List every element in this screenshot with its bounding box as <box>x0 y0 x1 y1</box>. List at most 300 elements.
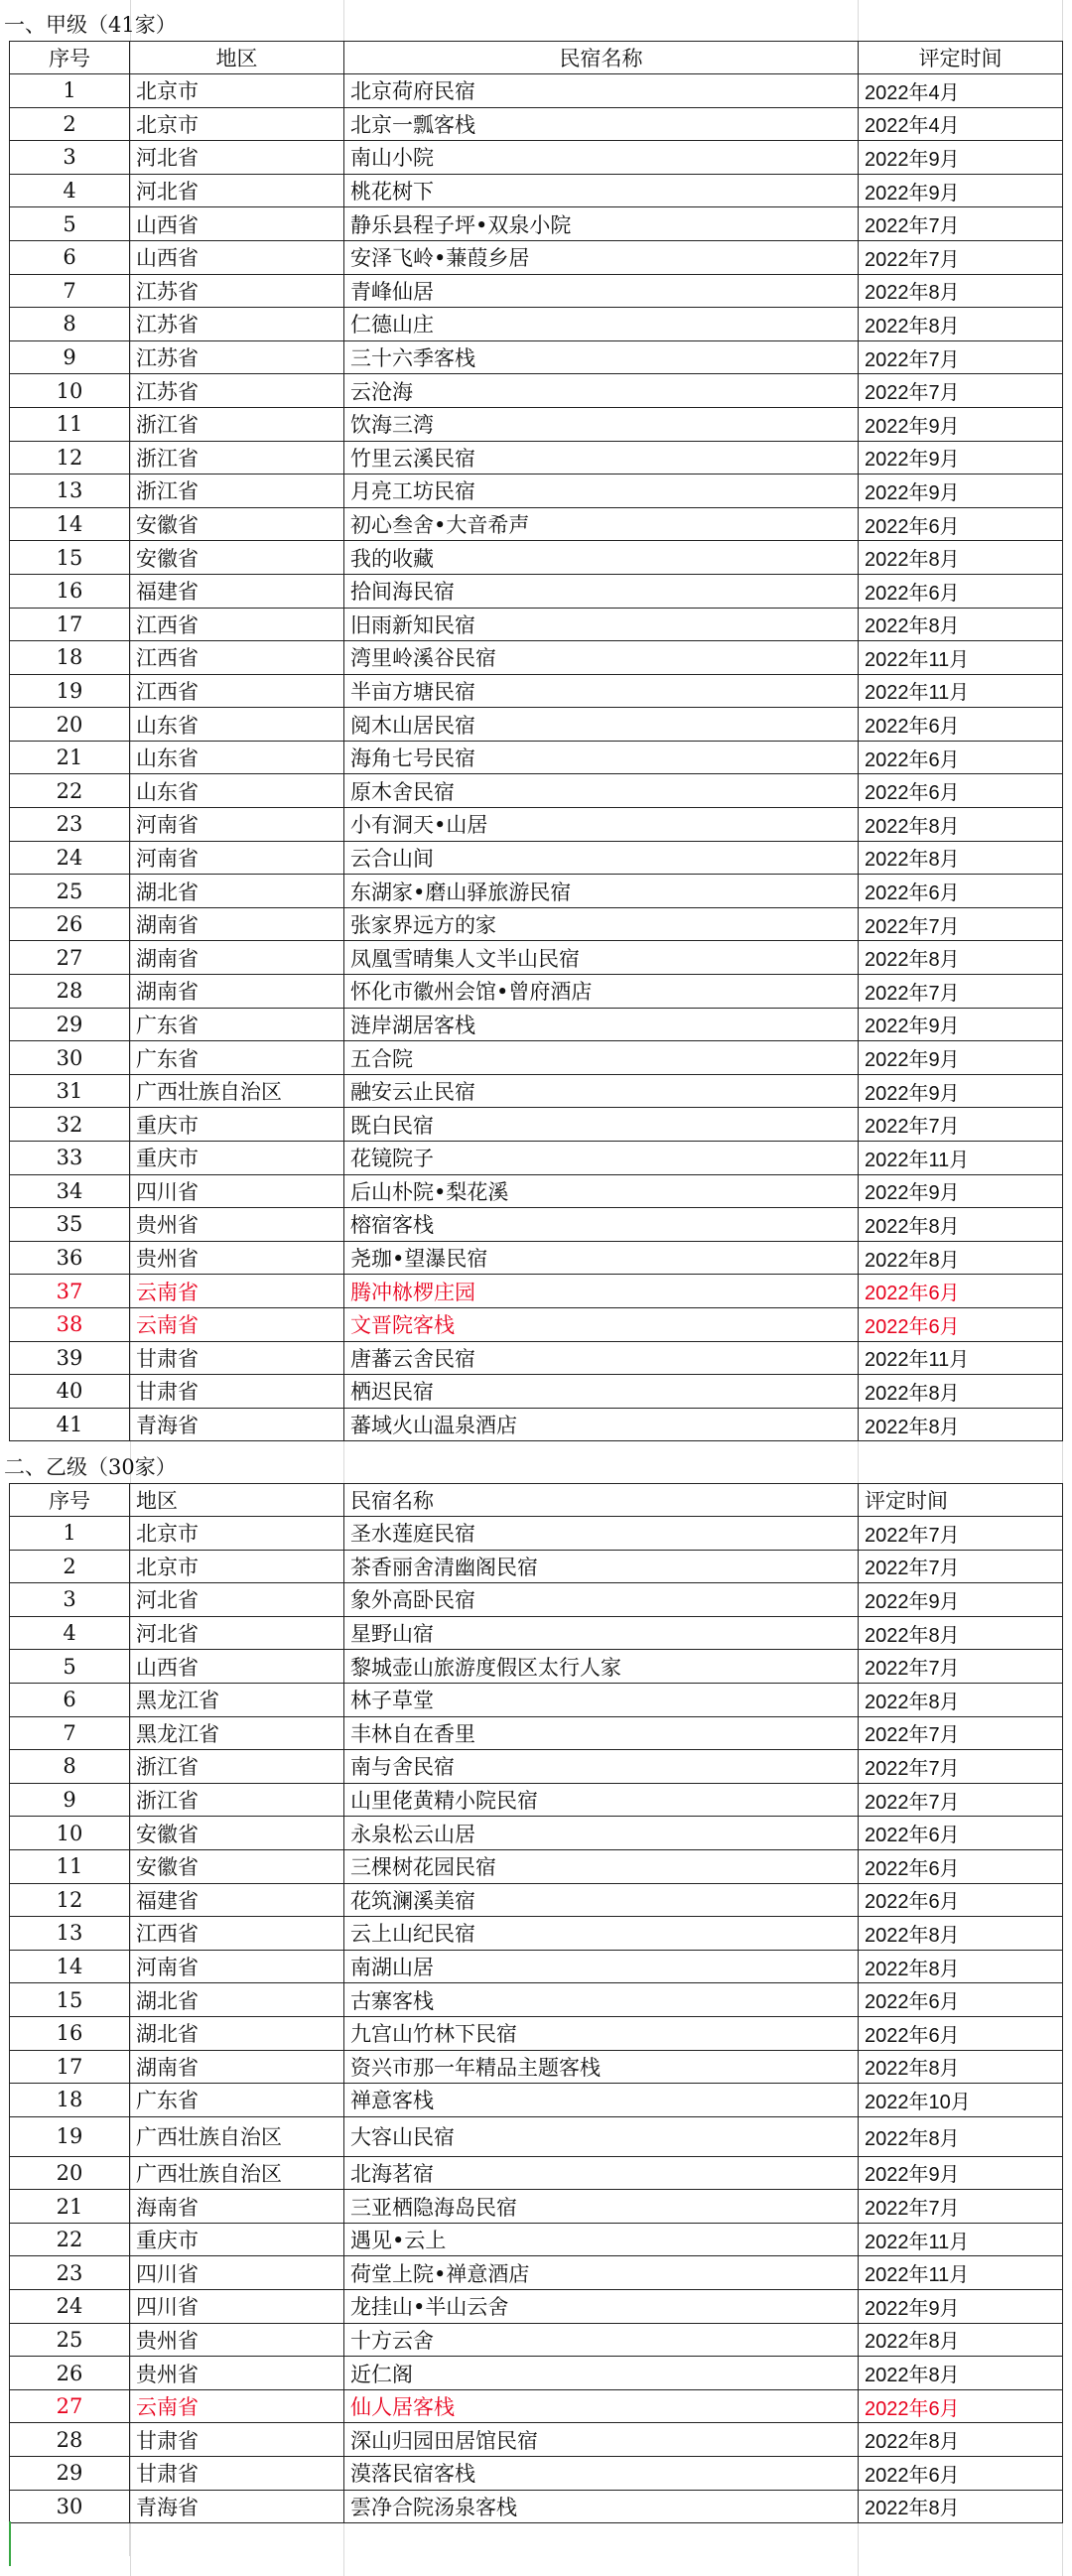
cell-no: 41 <box>10 1408 130 1441</box>
cell-no: 1 <box>10 74 130 108</box>
table-row <box>10 1750 1063 1784</box>
table-row <box>10 1917 1063 1951</box>
table-row <box>10 1817 1063 1850</box>
cell-no: 34 <box>10 1174 130 1208</box>
grade-b-rows <box>10 1517 1063 2556</box>
cell-name: 花筑澜溪美宿 <box>344 1883 859 1917</box>
cell-date: 2022年8月 <box>859 608 1063 641</box>
cell-date: 2022年6月 <box>859 1883 1063 1917</box>
table-row <box>10 1683 1063 1716</box>
cell-date: 2022年8月 <box>859 1917 1063 1951</box>
table-row <box>10 475 1063 508</box>
cell-region: 北京市 <box>130 74 344 108</box>
cell-name: 北海茗宿 <box>344 2156 859 2190</box>
cell-date: 2022年6月 <box>859 1983 1063 2017</box>
cell-region: 江西省 <box>130 608 344 641</box>
cell-name: 三十六季客栈 <box>344 340 859 374</box>
cell-region: 安徽省 <box>130 507 344 541</box>
table-row <box>10 1041 1063 1075</box>
cell-date: 2022年9月 <box>859 1174 1063 1208</box>
table-row <box>10 2256 1063 2290</box>
cell-date: 2022年6月 <box>859 2016 1063 2050</box>
table-row <box>10 2016 1063 2050</box>
cell-date: 2022年7月 <box>859 374 1063 408</box>
cell-region: 贵州省 <box>130 2357 344 2390</box>
cell-region: 江苏省 <box>130 374 344 408</box>
cell-date: 2022年11月 <box>859 641 1063 675</box>
cell-date: 2022年9月 <box>859 1041 1063 1075</box>
table-row <box>10 1241 1063 1275</box>
cell-region: 北京市 <box>130 1517 344 1551</box>
table-row <box>10 2190 1063 2224</box>
table-row <box>10 574 1063 608</box>
table-row <box>10 2490 1063 2523</box>
empty-cell <box>10 2523 130 2556</box>
cell-date: 2022年6月 <box>859 875 1063 908</box>
cell-name: 漠落民宿客栈 <box>344 2457 859 2491</box>
cell-no: 7 <box>10 274 130 308</box>
header-no: 序号 <box>10 1484 130 1517</box>
table-row <box>10 1375 1063 1409</box>
cell-region: 河北省 <box>130 141 344 175</box>
cell-name: 北京荷府民宿 <box>344 74 859 108</box>
cell-region: 北京市 <box>130 107 344 141</box>
header-region: 地区 <box>130 42 344 74</box>
cell-region: 河北省 <box>130 174 344 207</box>
cell-date: 2022年8月 <box>859 2357 1063 2390</box>
cell-no: 23 <box>10 808 130 842</box>
header-name: 民宿名称 <box>344 42 859 74</box>
cell-no: 20 <box>10 708 130 742</box>
grade-a-table <box>9 41 1063 1441</box>
cell-no: 38 <box>10 1307 130 1341</box>
cell-no: 16 <box>10 574 130 608</box>
empty-cell <box>344 2523 859 2556</box>
cell-name: 后山朴院•梨花溪 <box>344 1174 859 1208</box>
cell-no: 5 <box>10 1650 130 1684</box>
cell-name: 唐蕃云舍民宿 <box>344 1341 859 1375</box>
cell-region: 湖南省 <box>130 907 344 941</box>
table-row <box>10 174 1063 207</box>
cell-region: 云南省 <box>130 1275 344 1308</box>
cell-name: 文晋院客栈 <box>344 1307 859 1341</box>
cell-no: 21 <box>10 741 130 774</box>
cell-name: 南山小院 <box>344 141 859 175</box>
cell-date: 2022年7月 <box>859 1108 1063 1142</box>
cell-date: 2022年7月 <box>859 1783 1063 1817</box>
cell-name: 半亩方塘民宿 <box>344 674 859 708</box>
table-row <box>10 1849 1063 1883</box>
cell-name: 我的收藏 <box>344 541 859 575</box>
cell-region: 浙江省 <box>130 1750 344 1784</box>
cell-name: 三亚栖隐海岛民宿 <box>344 2190 859 2224</box>
cell-name: 圣水莲庭民宿 <box>344 1517 859 1551</box>
cell-region: 浙江省 <box>130 1783 344 1817</box>
cell-no: 30 <box>10 2490 130 2523</box>
cell-name: 深山归园田居馆民宿 <box>344 2423 859 2457</box>
cell-name: 腾冲栤椤庄园 <box>344 1275 859 1308</box>
cell-region: 海南省 <box>130 2190 344 2224</box>
cell-region: 河南省 <box>130 841 344 875</box>
cell-region: 江西省 <box>130 674 344 708</box>
cell-name: 原木舍民宿 <box>344 774 859 808</box>
table-row <box>10 641 1063 675</box>
cell-name: 旧雨新知民宿 <box>344 608 859 641</box>
table-row <box>10 2423 1063 2457</box>
cell-date: 2022年9月 <box>859 441 1063 475</box>
table-row <box>10 808 1063 842</box>
table-header-row <box>10 42 1063 74</box>
cell-region: 湖南省 <box>130 941 344 975</box>
cell-region: 四川省 <box>130 1174 344 1208</box>
cell-region: 湖北省 <box>130 2016 344 2050</box>
cell-region: 云南省 <box>130 2389 344 2423</box>
cell-name: 拾间海民宿 <box>344 574 859 608</box>
header-no: 序号 <box>10 42 130 74</box>
table-row <box>10 141 1063 175</box>
table-row <box>10 1650 1063 1684</box>
cell-no: 1 <box>10 1517 130 1551</box>
cell-region: 江西省 <box>130 641 344 675</box>
cell-name: 怀化市徽州会馆•曾府酒店 <box>344 975 859 1009</box>
cell-name: 永泉松云山居 <box>344 1817 859 1850</box>
cell-date: 2022年9月 <box>859 141 1063 175</box>
cell-region: 黑龙江省 <box>130 1683 344 1716</box>
section-title-grade-a: 一、甲级（41家） <box>4 13 177 37</box>
cell-date: 2022年6月 <box>859 1307 1063 1341</box>
cell-date: 2022年7月 <box>859 907 1063 941</box>
cell-region: 山西省 <box>130 207 344 241</box>
empty-row <box>10 2523 1063 2556</box>
cell-no: 2 <box>10 107 130 141</box>
cell-region: 河北省 <box>130 1583 344 1617</box>
cell-region: 江西省 <box>130 1917 344 1951</box>
table-row <box>10 708 1063 742</box>
cell-region: 安徽省 <box>130 1849 344 1883</box>
cell-region: 河北省 <box>130 1616 344 1650</box>
cell-region: 四川省 <box>130 2256 344 2290</box>
table-row <box>10 741 1063 774</box>
cell-region: 青海省 <box>130 1408 344 1441</box>
cell-region: 广东省 <box>130 1008 344 1041</box>
table-row <box>10 107 1063 141</box>
cell-no: 32 <box>10 1108 130 1142</box>
cell-date: 2022年8月 <box>859 1408 1063 1441</box>
cell-no: 19 <box>10 674 130 708</box>
cell-date: 2022年6月 <box>859 774 1063 808</box>
cell-name: 东湖家•磨山驿旅游民宿 <box>344 875 859 908</box>
cell-no: 20 <box>10 2156 130 2190</box>
cell-name: 三棵树花园民宿 <box>344 1849 859 1883</box>
cell-name: 静乐县程子坪•双泉小院 <box>344 207 859 241</box>
cell-no: 22 <box>10 774 130 808</box>
cell-region: 甘肃省 <box>130 2457 344 2491</box>
cell-date: 2022年8月 <box>859 2116 1063 2156</box>
table-row <box>10 507 1063 541</box>
cell-region: 贵州省 <box>130 2323 344 2357</box>
cell-region: 山东省 <box>130 774 344 808</box>
cell-date: 2022年9月 <box>859 174 1063 207</box>
cell-date: 2022年6月 <box>859 2457 1063 2491</box>
cell-name: 茶香丽舍清幽阁民宿 <box>344 1550 859 1583</box>
cell-no: 24 <box>10 841 130 875</box>
cell-no: 2 <box>10 1550 130 1583</box>
cell-date: 2022年9月 <box>859 407 1063 441</box>
table-row <box>10 975 1063 1009</box>
cell-region: 广西壮族自治区 <box>130 2156 344 2190</box>
cell-region: 湖南省 <box>130 975 344 1009</box>
cell-date: 2022年8月 <box>859 1208 1063 1242</box>
table-row <box>10 2050 1063 2084</box>
table-row <box>10 941 1063 975</box>
cell-no: 10 <box>10 374 130 408</box>
cell-region: 广西壮族自治区 <box>130 2116 344 2156</box>
selection-marker <box>9 2521 11 2566</box>
cell-region: 青海省 <box>130 2490 344 2523</box>
cell-date: 2022年9月 <box>859 1583 1063 1617</box>
cell-date: 2022年10月 <box>859 2084 1063 2117</box>
table-row <box>10 774 1063 808</box>
cell-name: 大容山民宿 <box>344 2116 859 2156</box>
cell-date: 2022年9月 <box>859 1008 1063 1041</box>
cell-no: 26 <box>10 2357 130 2390</box>
cell-region: 山东省 <box>130 741 344 774</box>
table-row <box>10 207 1063 241</box>
empty-cell <box>859 2523 1063 2556</box>
table-row <box>10 407 1063 441</box>
table-row <box>10 1550 1063 1583</box>
table-row <box>10 1783 1063 1817</box>
table-row <box>10 340 1063 374</box>
header-region: 地区 <box>130 1484 344 1517</box>
cell-date: 2022年8月 <box>859 808 1063 842</box>
cell-date: 2022年11月 <box>859 1341 1063 1375</box>
cell-date: 2022年8月 <box>859 541 1063 575</box>
table-row <box>10 2290 1063 2324</box>
header-date: 评定时间 <box>859 42 1063 74</box>
cell-date: 2022年7月 <box>859 1650 1063 1684</box>
table-row <box>10 1142 1063 1175</box>
table-row <box>10 2357 1063 2390</box>
cell-no: 8 <box>10 1750 130 1784</box>
cell-date: 2022年7月 <box>859 240 1063 274</box>
cell-name: 星野山宿 <box>344 1616 859 1650</box>
cell-date: 2022年8月 <box>859 274 1063 308</box>
table-row <box>10 1341 1063 1375</box>
cell-no: 25 <box>10 2323 130 2357</box>
cell-region: 湖南省 <box>130 2050 344 2084</box>
cell-region: 广西壮族自治区 <box>130 1074 344 1108</box>
table-row <box>10 2389 1063 2423</box>
cell-name: 青峰仙居 <box>344 274 859 308</box>
cell-date: 2022年11月 <box>859 1142 1063 1175</box>
cell-no: 12 <box>10 441 130 475</box>
table-row <box>10 374 1063 408</box>
cell-name: 花镜院子 <box>344 1142 859 1175</box>
table-row <box>10 1983 1063 2017</box>
cell-no: 28 <box>10 975 130 1009</box>
table-row <box>10 907 1063 941</box>
table-row <box>10 1716 1063 1750</box>
cell-region: 湖北省 <box>130 875 344 908</box>
cell-name: 安泽飞岭•蒹葭乡居 <box>344 240 859 274</box>
cell-region: 河南省 <box>130 808 344 842</box>
cell-name: 蕃域火山温泉酒店 <box>344 1408 859 1441</box>
cell-no: 22 <box>10 2223 130 2256</box>
cell-name: 凤凰雪晴集人文半山民宿 <box>344 941 859 975</box>
cell-no: 6 <box>10 1683 130 1716</box>
cell-no: 16 <box>10 2016 130 2050</box>
cell-no: 31 <box>10 1074 130 1108</box>
table-row <box>10 875 1063 908</box>
cell-region: 甘肃省 <box>130 2423 344 2457</box>
cell-date: 2022年4月 <box>859 74 1063 108</box>
cell-no: 9 <box>10 340 130 374</box>
cell-no: 28 <box>10 2423 130 2457</box>
cell-date: 2022年11月 <box>859 674 1063 708</box>
grade-a-rows <box>10 74 1063 1441</box>
cell-name: 竹里云溪民宿 <box>344 441 859 475</box>
cell-name: 云上山纪民宿 <box>344 1917 859 1951</box>
cell-region: 安徽省 <box>130 1817 344 1850</box>
cell-name: 南湖山居 <box>344 1950 859 1983</box>
cell-date: 2022年9月 <box>859 2156 1063 2190</box>
cell-name: 张家界远方的家 <box>344 907 859 941</box>
cell-name: 饮海三湾 <box>344 407 859 441</box>
cell-no: 23 <box>10 2256 130 2290</box>
cell-no: 4 <box>10 174 130 207</box>
table-row <box>10 2223 1063 2256</box>
cell-no: 29 <box>10 1008 130 1041</box>
cell-no: 18 <box>10 2084 130 2117</box>
cell-name: 五合院 <box>344 1041 859 1075</box>
cell-no: 17 <box>10 608 130 641</box>
cell-no: 18 <box>10 641 130 675</box>
cell-name: 既白民宿 <box>344 1108 859 1142</box>
cell-date: 2022年8月 <box>859 1375 1063 1409</box>
grade-b-table <box>9 1483 1063 2556</box>
cell-date: 2022年7月 <box>859 2190 1063 2224</box>
empty-cell <box>130 2523 344 2556</box>
cell-no: 8 <box>10 308 130 341</box>
cell-date: 2022年6月 <box>859 2389 1063 2423</box>
table-row <box>10 1583 1063 1617</box>
cell-name: 林子草堂 <box>344 1683 859 1716</box>
table-row <box>10 1208 1063 1242</box>
cell-date: 2022年8月 <box>859 1950 1063 1983</box>
cell-no: 11 <box>10 407 130 441</box>
cell-date: 2022年9月 <box>859 475 1063 508</box>
cell-region: 山西省 <box>130 240 344 274</box>
section-title-grade-b: 二、乙级（30家） <box>4 1455 177 1479</box>
cell-name: 象外高卧民宿 <box>344 1583 859 1617</box>
table-row <box>10 2323 1063 2357</box>
cell-no: 9 <box>10 1783 130 1817</box>
cell-name: 仁德山庄 <box>344 308 859 341</box>
cell-date: 2022年7月 <box>859 1517 1063 1551</box>
cell-date: 2022年8月 <box>859 1616 1063 1650</box>
table-row <box>10 2156 1063 2190</box>
cell-region: 广东省 <box>130 2084 344 2117</box>
table-header-row <box>10 1484 1063 1517</box>
cell-name: 仙人居客栈 <box>344 2389 859 2423</box>
table-row <box>10 1108 1063 1142</box>
cell-date: 2022年7月 <box>859 1716 1063 1750</box>
cell-name: 湾里岭溪谷民宿 <box>344 641 859 675</box>
cell-no: 11 <box>10 1849 130 1883</box>
cell-date: 2022年8月 <box>859 2050 1063 2084</box>
cell-region: 甘肃省 <box>130 1341 344 1375</box>
cell-region: 北京市 <box>130 1550 344 1583</box>
cell-name: 榕宿客栈 <box>344 1208 859 1242</box>
cell-name: 雲净合院汤泉客栈 <box>344 2490 859 2523</box>
table-row <box>10 674 1063 708</box>
cell-date: 2022年8月 <box>859 308 1063 341</box>
cell-no: 7 <box>10 1716 130 1750</box>
cell-name: 桃花树下 <box>344 174 859 207</box>
cell-no: 15 <box>10 541 130 575</box>
cell-name: 涟岸湖居客栈 <box>344 1008 859 1041</box>
table-row <box>10 1307 1063 1341</box>
table-row <box>10 441 1063 475</box>
cell-name: 云合山间 <box>344 841 859 875</box>
cell-date: 2022年11月 <box>859 2256 1063 2290</box>
cell-name: 山里佬黄精小院民宿 <box>344 1783 859 1817</box>
cell-region: 广东省 <box>130 1041 344 1075</box>
table-row <box>10 1275 1063 1308</box>
cell-date: 2022年6月 <box>859 574 1063 608</box>
cell-no: 13 <box>10 475 130 508</box>
table-row <box>10 2084 1063 2117</box>
cell-region: 重庆市 <box>130 1108 344 1142</box>
cell-date: 2022年7月 <box>859 975 1063 1009</box>
table-row <box>10 1950 1063 1983</box>
cell-date: 2022年6月 <box>859 1275 1063 1308</box>
cell-name: 近仁阁 <box>344 2357 859 2390</box>
cell-no: 14 <box>10 507 130 541</box>
table-row <box>10 608 1063 641</box>
table-row <box>10 2457 1063 2491</box>
cell-region: 云南省 <box>130 1307 344 1341</box>
cell-region: 湖北省 <box>130 1983 344 2017</box>
cell-region: 安徽省 <box>130 541 344 575</box>
cell-no: 30 <box>10 1041 130 1075</box>
cell-date: 2022年6月 <box>859 708 1063 742</box>
cell-date: 2022年8月 <box>859 1241 1063 1275</box>
cell-no: 19 <box>10 2116 130 2156</box>
cell-date: 2022年9月 <box>859 1074 1063 1108</box>
cell-no: 24 <box>10 2290 130 2324</box>
cell-region: 福建省 <box>130 574 344 608</box>
cell-no: 36 <box>10 1241 130 1275</box>
cell-region: 浙江省 <box>130 407 344 441</box>
table-row <box>10 1008 1063 1041</box>
cell-date: 2022年11月 <box>859 2223 1063 2256</box>
cell-no: 13 <box>10 1917 130 1951</box>
cell-name: 丰林自在香里 <box>344 1716 859 1750</box>
cell-no: 29 <box>10 2457 130 2491</box>
cell-date: 2022年4月 <box>859 107 1063 141</box>
cell-no: 27 <box>10 941 130 975</box>
cell-name: 阅木山居民宿 <box>344 708 859 742</box>
cell-date: 2022年6月 <box>859 1849 1063 1883</box>
cell-no: 35 <box>10 1208 130 1242</box>
cell-date: 2022年7月 <box>859 340 1063 374</box>
cell-region: 浙江省 <box>130 441 344 475</box>
cell-date: 2022年8月 <box>859 2423 1063 2457</box>
cell-date: 2022年7月 <box>859 1550 1063 1583</box>
table-row <box>10 240 1063 274</box>
